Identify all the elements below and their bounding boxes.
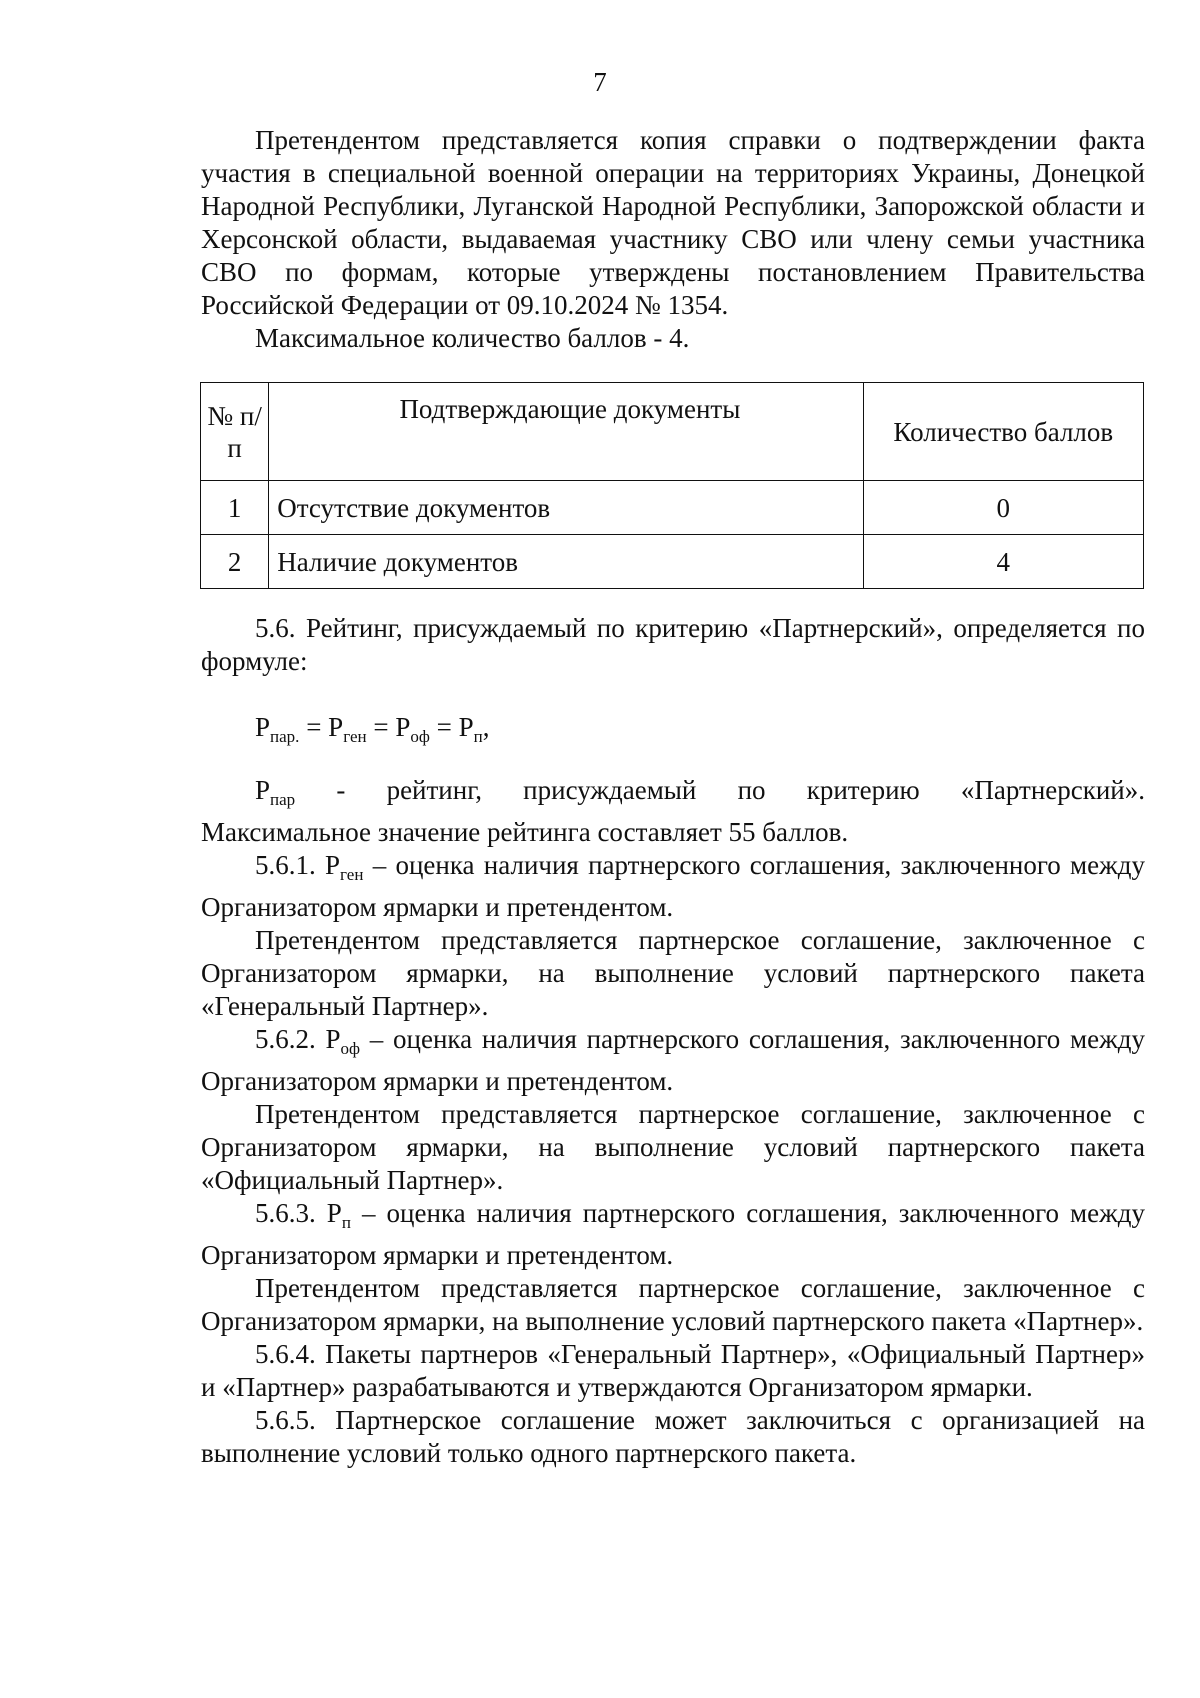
definitions-block: [201, 774, 1145, 1470]
item-5-6-4: 5.6.4. Пакеты партнеров «Генеральный Партнер», «Официальный Партнер» и «Партнер» разрабатываются и утверждаются Организатором ярмарки.: [201, 1339, 1145, 1402]
section-heading-block: [201, 612, 1145, 678]
row-points: 0: [863, 481, 1143, 535]
row-points: 4: [863, 535, 1143, 589]
item-5-6-2: 5.6.2. $Р_{оф}$ – оценка наличия партнерского соглашения, заключенного между Организатором ярмарки и претендентом.: [201, 1024, 1145, 1096]
row-num: 2: [201, 535, 269, 589]
item-5-6-3: 5.6.3. $Р_п$ – оценка наличия партнерского соглашения, заключенного между Организатором ярмарки и претендентом.: [201, 1198, 1145, 1270]
formula-sub-of: оф: [410, 727, 430, 746]
header-num: № п/п: [201, 383, 269, 481]
item-5-6-2-note: Претендентом представляется партнерское соглашение, заключенное с Организатором ярмарки, на выполнение условий партнерского пакета «Официальный Партнер».: [201, 1099, 1145, 1195]
formula-sub-gen: ген: [343, 727, 367, 746]
intro-paragraph: Претендентом представляется копия справки о подтверждении факта участия в специальной военной операции на территориях Украины, Донецкой Народной Республики, Луганской Народной Республики, Запорожской области и Херсонской области, выдаваемая участнику СВО или члену семьи участника СВО по формам, которые утверждены постановлением Правительства Российской Федерации от 09.10.2024 № 1354.: [201, 125, 1145, 320]
formula: $Р_{пар.} = Р_{ген} = Р_{оф} = Р_п$,: [255, 712, 490, 746]
item-5-6-1-note: Претендентом представляется партнерское соглашение, заключенное с Организатором ярмарки, на выполнение условий партнерского пакета «Генеральный Партнер».: [201, 925, 1145, 1021]
max-points-text: Максимальное количество баллов - 4.: [255, 323, 690, 353]
definition-line: $Р_{пар}$ - рейтинг, присуждаемый по критерию «Партнерский».: [255, 775, 1145, 809]
points-table: [200, 382, 1144, 589]
table-row: [201, 481, 1144, 535]
definition-line-2: Максимальное значение рейтинга составляет 55 баллов.: [201, 817, 849, 847]
table-header-row: [201, 383, 1144, 481]
header-documents: Подтверждающие документы: [269, 383, 863, 481]
row-document: Наличие документов: [269, 535, 863, 589]
table-row: [201, 535, 1144, 589]
intro-block: [201, 124, 1145, 355]
item-5-6-3-note: Претендентом представляется партнерское соглашение, заключенное с Организатором ярмарки, на выполнение условий партнерского пакета «Партнер».: [201, 1273, 1145, 1336]
header-points: Количество баллов: [863, 383, 1143, 481]
formula-sub-par: пар.: [270, 727, 300, 746]
row-num: 1: [201, 481, 269, 535]
formula-sub-p: п: [473, 727, 483, 746]
item-5-6-5: 5.6.5. Партнерское соглашение может заключиться с организацией на выполнение условий только одного партнерского пакета.: [201, 1405, 1145, 1468]
item-5-6-1: 5.6.1. $Р_{ген}$ – оценка наличия партнерского соглашения, заключенного между Организатором ярмарки и претендентом.: [201, 850, 1145, 922]
page-number: 7: [593, 67, 607, 97]
definition-symbol: Р: [255, 775, 271, 805]
row-document: Отсутствие документов: [269, 481, 863, 535]
section-5-6-heading: 5.6. Рейтинг, присуждаемый по критерию «Партнерский», определяется по формуле:: [201, 613, 1145, 676]
